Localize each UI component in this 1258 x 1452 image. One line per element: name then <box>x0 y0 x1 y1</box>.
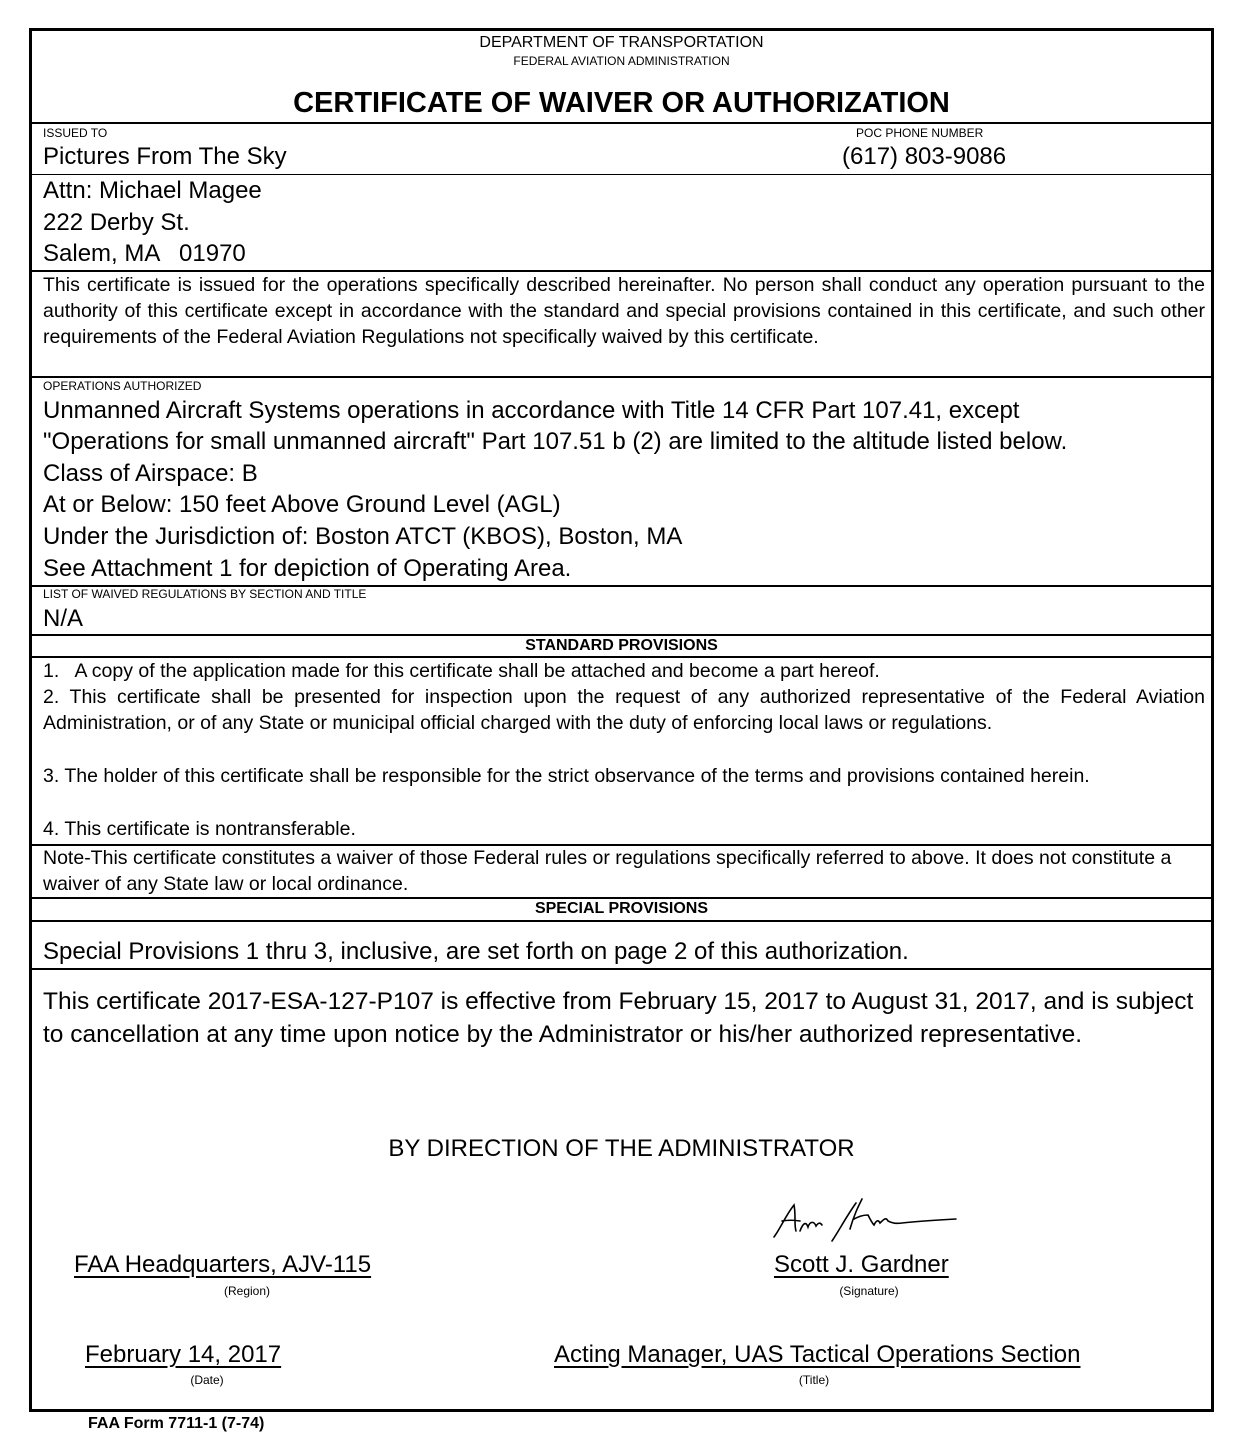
certificate-form <box>29 28 1214 1412</box>
divider <box>32 376 1211 378</box>
waived-regulations-value: N/A <box>43 605 84 632</box>
operations-line: Class of Airspace: B <box>43 460 258 487</box>
issued-to-city: Salem, MA 01970 <box>43 240 246 267</box>
standard-provisions-heading: STANDARD PROVISIONS <box>525 637 718 654</box>
date-value: February 14, 2017 <box>85 1341 282 1368</box>
issued-to-name: Pictures From The Sky <box>43 143 287 170</box>
issued-to-label: ISSUED TO <box>43 126 108 140</box>
issued-to-street: 222 Derby St. <box>43 209 190 236</box>
title-caption: (Title) <box>798 1373 830 1387</box>
signature-name: Scott J. Gardner <box>774 1251 949 1278</box>
waiver-note: Note-This certificate constitutes a waiver of those Federal rules or regulations specifically referred to above. It does not constitute a waiver of any State law or local ordinance. <box>43 847 1172 895</box>
poc-phone-label: POC PHONE NUMBER <box>856 126 984 140</box>
special-provisions-heading: SPECIAL PROVISIONS <box>534 900 709 917</box>
signature-caption: (Signature) <box>839 1284 899 1298</box>
effective-period-text: This certificate 2017-ESA-127-P107 is effective from February 15, 2017 to August 31, 2017, and is subject to cancellation at any time upon notice by the Administrator or his/her authorized representative. <box>43 988 1194 1048</box>
operations-line: At or Below: 150 feet Above Ground Level (AGL) <box>43 491 561 518</box>
standard-provision-item: 2. This certificate shall be presented for inspection upon the request of any authorized representative of the Federal Aviation Administration, or of any State or municipal official charged with the duty of enforcing local laws or regulations. <box>43 686 1205 734</box>
issued-to-attn: Attn: Michael Magee <box>43 177 262 204</box>
standard-provision-item: 4. This certificate is nontransferable. <box>43 818 356 840</box>
title-value: Acting Manager, UAS Tactical Operations Section <box>554 1341 1081 1368</box>
divider <box>32 968 1211 970</box>
department-name: DEPARTMENT OF TRANSPORTATION <box>479 34 764 51</box>
date-caption: (Date) <box>190 1373 224 1387</box>
special-provisions-text: Special Provisions 1 thru 3, inclusive, are set forth on page 2 of this authorization. <box>43 938 909 965</box>
intro-paragraph: This certificate is issued for the operations specifically described hereinafter. No person shall conduct any operation pursuant to the authority of this certificate except in accordance with the standard and special provisions contained in this certificate, and such other requirements of the Federal Aviation Regulations not specifically waived by this certificate. <box>43 274 1205 348</box>
poc-phone-value: (617) 803-9086 <box>842 143 1007 170</box>
operations-line: See Attachment 1 for depiction of Operating Area. <box>43 555 572 582</box>
region-caption: (Region) <box>223 1284 271 1298</box>
divider <box>32 634 1211 636</box>
agency-name: FEDERAL AVIATION ADMINISTRATION <box>513 54 730 68</box>
region-value: FAA Headquarters, AJV-115 <box>74 1251 372 1278</box>
handwritten-signature <box>770 1193 960 1249</box>
operations-line: "Operations for small unmanned aircraft" Part 107.51 b (2) are limited to the altitude listed below. <box>43 428 1068 455</box>
divider <box>32 897 1211 899</box>
divider <box>32 920 1211 922</box>
operations-line: Unmanned Aircraft Systems operations in accordance with Title 14 CFR Part 107.41, except <box>43 397 1020 424</box>
operations-label: OPERATIONS AUTHORIZED <box>43 379 202 393</box>
divider <box>32 122 1211 124</box>
certificate-title: CERTIFICATE OF WAIVER OR AUTHORIZATION <box>293 87 950 119</box>
waived-regulations-label: LIST OF WAIVED REGULATIONS BY SECTION AND TITLE <box>43 587 367 601</box>
form-number: FAA Form 7711-1 (7-74) <box>88 1415 265 1432</box>
standard-provision-item: 1. A copy of the application made for this certificate shall be attached and become a part hereof. <box>43 660 880 682</box>
operations-line: Under the Jurisdiction of: Boston ATCT (KBOS), Boston, MA <box>43 523 683 550</box>
direction-statement: BY DIRECTION OF THE ADMINISTRATOR <box>388 1135 855 1162</box>
standard-provision-item: 3. The holder of this certificate shall be responsible for the strict observance of the terms and provisions contained herein. <box>43 765 1090 787</box>
